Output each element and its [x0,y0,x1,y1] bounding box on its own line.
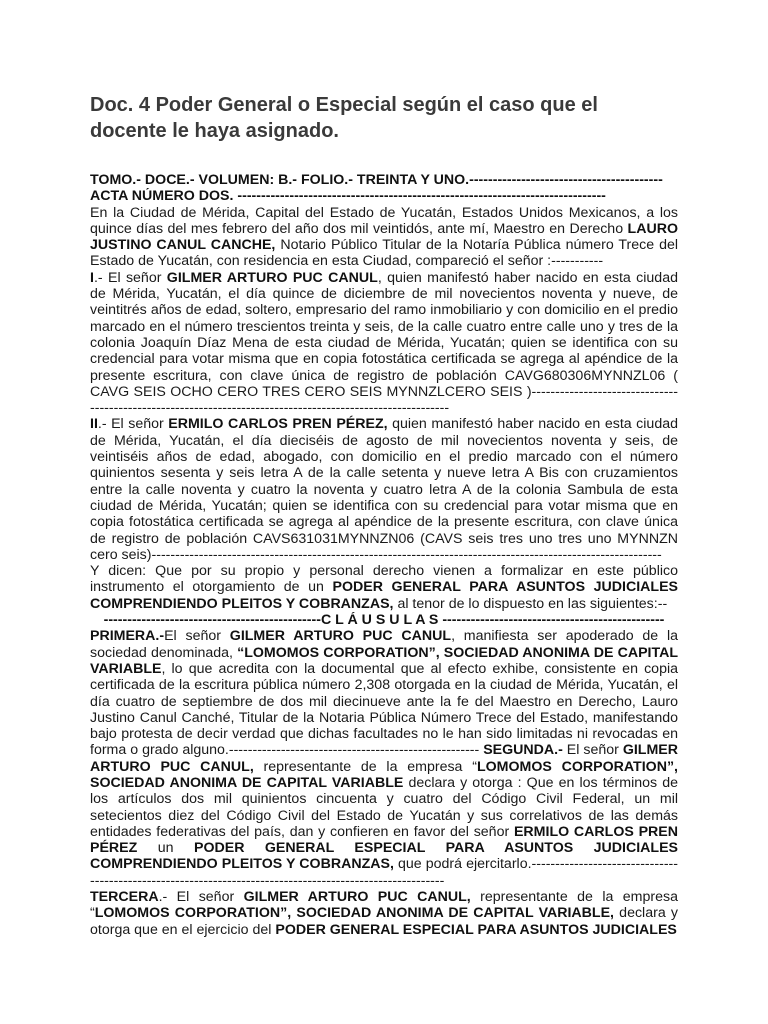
compareciente-2-paragraph [90,416,678,563]
dicen-text-1: Y dicen: Que por su propio y personal derecho vienen a formalizar en este público instrumento el otorgamiento de un [90,563,678,596]
primera-text-3: , lo que acredita con la documental que al efecto exhibe, consistente en copia certificada de la escritura pública número 2,308 otorgada en la ciudad de Mérida, Yucatán, el día cuatro de septiembre de dos mil diecinueve ante la fe del Maestro en Derecho, Lauro Justino Canul Canché, Titular de la Notaria Pública Número Trece del Estado, manifestando bajo protesta de decir verdad que dichas facultades no le han sido limitadas ni revocadas en forma o grado alguno.----------------------------------------------------- [90,660,678,759]
clausulas-heading [90,612,678,628]
primera-segunda-paragraph [90,628,678,889]
tercera-company: LOMOMOS CORPORATION”, SOCIEDAD ANONIMA DE CAPITAL VARIABLE, [94,905,614,922]
segunda-text-5: que podrá ejercitarlo.---------------------------------------------------------------------------------------------------------- [90,856,678,889]
compareciente-2-number: II [90,416,98,433]
tercera-label: TERCERA [90,889,159,906]
tercera-paragraph [90,889,678,938]
document-body [90,172,678,938]
tomo-line-text: TOMO.- DOCE.- VOLUMEN: B.- FOLIO.- TREINTA Y UNO.----------------------------------------- [90,172,663,188]
compareciente-2-name: ERMILO CARLOS PREN PÉREZ, [168,416,388,433]
tomo-line [90,172,678,188]
acta-line [90,188,678,204]
segunda-name: GILMER ARTURO PUC CANUL, [90,742,678,775]
compareciente-1-number: I [90,269,94,286]
notary-name: LAURO JUSTINO CANUL CANCHE, [90,220,678,254]
compareciente-1-text-1: .- El señor [93,269,167,286]
segunda-text-2: representante de la empresa “ [253,758,477,775]
tercera-name: GILMER ARTURO PUC CANUL, [243,889,471,906]
tercera-text-2: representante de la empresa “ [90,889,678,922]
intro-text-1: En la Ciudad de Mérida, Capital del Estado de Yucatán, Estados Unidos Mexicanos, a los quince días del mes febrero del año dos mil veintidós, ante mí, Maestro en Derecho [90,204,678,237]
primera-label: PRIMERA.- [90,628,165,645]
compareciente-2-text-2: quien manifestó haber nacido en esta ciudad de Mérida, Yucatán, el día dieciséis de agosto de mil novecientos noventa y seis, de veintiséis años de edad, abogado, con domicilio en el predio marcado con el número quinientos sesenta y seis letra A de la calle setenta y nueve letra A Bis con cruzamientos entre la calle noventa y cuatro la noventa y cuatro letra A de la colonia Sambula de esta ciudad de Mérida, Yucatán; quien se identifica con su credencial para votar misma que en copia fotostática certificada se agrega al apéndice de la presente escritura, con clave única de registro de población CAVS631031MYNNZN06 (CAVS seis tres uno tres uno MYNNZN cero seis)------------------------------------------------------------------------------------------------------------ [90,416,678,563]
clausulas-heading-text: ----------------------------------------------C L Á U S U L A S ----------------------------------------------- [103,612,665,629]
segunda-company: LOMOMOS CORPORATION”, SOCIEDAD ANONIMA DE CAPITAL VARIABLE [90,758,678,791]
tercera-power: PODER GENERAL ESPECIAL PARA ASUNTOS JUDICIALES [275,921,677,938]
tercera-text-1: .- El señor [158,889,244,906]
poder-general-bold: PODER GENERAL PARA ASUNTOS JUDICIALES COMPRENDIENDO PLEITOS Y COBRANZAS, [90,579,678,612]
document-title: Doc. 4 Poder General o Especial según el caso que el docente le haya asignado. [90,94,598,142]
tercera-text-3: declara y otorga que en el ejercicio del [90,905,678,938]
compareciente-1-text-2: , quien manifestó haber nacido en esta ciudad de Mérida, Yucatán, el día quince de diciembre de mil novecientos noventa y nueve, de veintitrés años de edad, soltero, empresario del ramo inmobiliario y con domicilio en el predio marcado en el número trescientos treinta y seis, de la calle cuatro entre calle uno y tres de la colonia Joaquín Díaz Mena de esta ciudad de Mérida, Yucatán; quien se identifica con su credencial para votar misma que en copia fotostática certificada se agrega al apéndice de la presente escritura, con clave única de registro de población CAVG680306MYNNZL06 ( CAVG SEIS OCHO CERO TRES CERO SEIS MYNNZLCERO SEIS )----------------------------------------------------------------------------------------------------------- [90,269,678,417]
dicen-paragraph [90,563,678,612]
intro-text-2: Notario Público Titular de la Notaría Pública número Trece del Estado de Yucatán, con residencia en esta Ciudad, compareció el señor :----------- [90,237,679,270]
segunda-name-2: ERMILO CARLOS PREN PÉREZ [90,823,678,857]
primera-company: “LOMOMOS CORPORATION”, SOCIEDAD ANONIMA DE CAPITAL VARIABLE [90,644,678,677]
segunda-text-1: El señor [562,742,623,759]
acta-line-text: ACTA NÚMERO DOS. ------------------------------------------------------------------------------ [90,188,606,205]
dicen-text-2: al tenor de lo dispuesto en las siguientes:-- [393,595,668,612]
segunda-text-4: un [137,840,194,857]
compareciente-1-paragraph [90,270,678,417]
compareciente-2-text-1: .- El señor [97,416,169,433]
segunda-label: SEGUNDA.- [483,742,563,759]
primera-text-1: El señor [164,628,230,645]
intro-paragraph [90,205,678,270]
segunda-power: PODER GENERAL ESPECIAL PARA ASUNTOS JUDICIALES COMPRENDIENDO PLEITOS Y COBRANZAS, [90,840,678,873]
compareciente-1-name: GILMER ARTURO PUC CANUL [166,269,378,286]
segunda-text-3: declara y otorga : Que en los términos de los artículos dos mil quinientos cincuenta y cuatro del Código Civil Federal, un mil setecientos diez del Código Civil del Estado de Yucatán y sus correlativos de las demás entidades federativas del país, dan y confieren en favor del señor [90,774,678,840]
primera-name: GILMER ARTURO PUC CANUL [229,628,452,645]
primera-text-2: , manifiesta ser apoderado de la sociedad denominada, [90,628,678,661]
